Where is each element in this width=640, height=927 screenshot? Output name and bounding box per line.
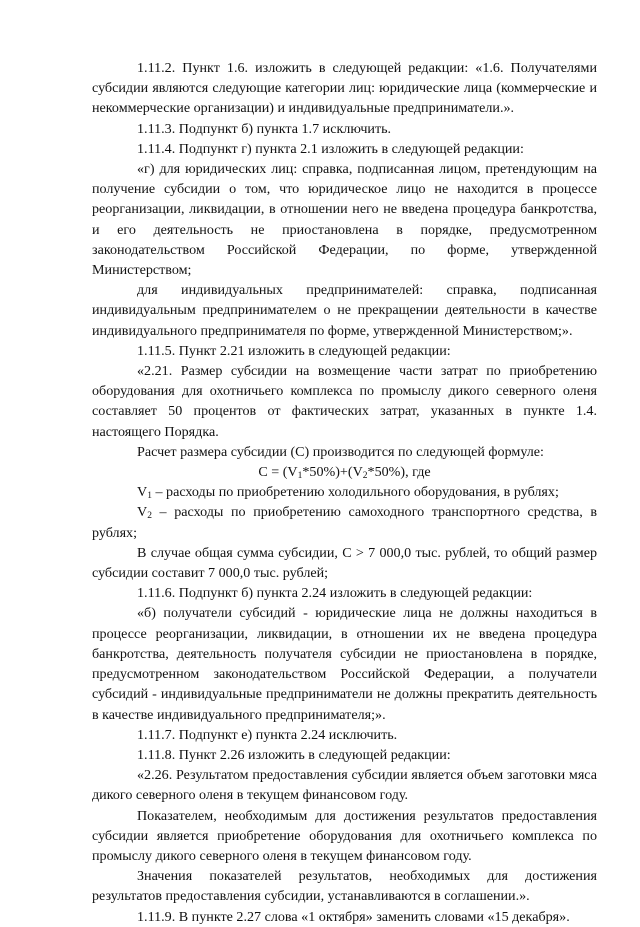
paragraph: 1.11.9. В пункте 2.27 слова «1 октября» заменить словами «15 декабря». — [137, 908, 570, 925]
variable-definition-v1 — [92, 482, 597, 502]
subsidy-formula — [92, 462, 597, 482]
variable-text: – расходы по приобретению холодильного оборудования, в рублях; — [151, 484, 559, 501]
formula-part: С = (V — [258, 464, 298, 481]
paragraph: «2.26. Результатом предоставления субсидии является объем заготовки мяса дикого северного оленя в текущем финансовом году. — [92, 767, 597, 804]
variable-definition-v2 — [92, 502, 597, 542]
paragraph: «2.21. Размер субсидии на возмещение части затрат по приобретению оборудования для охотничьего комплекса по промыслу дикого северного оленя составляет 50 процентов от фактических затрат, указанных в пункте 1.4. настоящего Порядка. — [92, 363, 597, 440]
paragraph: «б) получатели субсидий - юридические лица не должны находиться в процессе реорганизации, ликвидации, в отношении их не введена процедура банкротства, деятельность получателя субсидии не приостановлена в порядке, предусмотренном законодательством Российской Федерации, а получатели субсидий - индивидуальные предприниматели не должны прекратить деятельность в качестве индивидуального предпринимателя;». — [92, 605, 597, 723]
paragraph: 1.11.8. Пункт 2.26 изложить в следующей редакции: — [137, 746, 451, 763]
paragraph: 1.11.7. Подпункт е) пункта 2.24 исключить. — [137, 726, 398, 743]
paragraph: В случае общая сумма субсидии, С > 7 000,0 тыс. рублей, то общий размер субсидии составит 7 000,0 тыс. рублей; — [92, 544, 597, 582]
paragraph: Значения показателей результатов, необходимых для достижения результатов предоставления субсидии, устанавливаются в соглашении.». — [92, 868, 597, 905]
paragraph: 1.11.2. Пункт 1.6. изложить в следующей редакции: «1.6. Получателями субсидии являются следующие категории лиц: юридические лица (коммерческие и некоммерческие организации) и индивидуальные предприниматели.». — [92, 60, 597, 117]
variable-subscript: 1 — [147, 491, 152, 502]
paragraph: «г) для юридических лиц: справка, подписанная лицом, претендующим на получение субсидии о том, что юридическое лицо не находится в процессе реорганизации, ликвидации, в отношении него не введена процедура банкротства, и его деятельность не приостановлена в порядке, предусмотренном законодательством Российской Федерации, по форме, утвержденной Министерством; — [92, 161, 597, 279]
paragraph: 1.11.4. Подпункт г) пункта 2.1 изложить в следующей редакции: — [137, 140, 524, 157]
paragraph: Показателем, необходимым для достижения результатов предоставления субсидии является приобретение оборудования для охотничьего комплекса по промыслу дикого северного оленя в текущем финансовом году. — [92, 807, 597, 864]
paragraph: 1.11.5. Пункт 2.21 изложить в следующей редакции: — [137, 342, 451, 359]
paragraph: 1.11.3. Подпункт б) пункта 1.7 исключить. — [137, 120, 392, 137]
formula-subscript: 1 — [297, 471, 303, 482]
variable-symbol: V — [137, 484, 148, 501]
paragraph: 1.11.6. Подпункт б) пункта 2.24 изложить в следующей редакции: — [137, 585, 533, 602]
formula-subscript: 2 — [362, 471, 368, 482]
variable-text: – расходы по приобретению самоходного транспортного средства, в рублях; — [92, 504, 597, 541]
variable-symbol: V — [137, 504, 148, 521]
document-body — [92, 58, 597, 927]
formula-part: *50%), где — [367, 464, 431, 481]
formula-part: *50%)+(V — [302, 464, 363, 481]
paragraph: для индивидуальных предпринимателей: справка, подписанная индивидуальным предпринимателем о не прекращении деятельности в качестве индивидуального предпринимателя по форме, утвержденной Министерством;». — [92, 282, 597, 339]
paragraph: Расчет размера субсидии (С) производится по следующей формуле: — [137, 443, 544, 460]
variable-subscript: 2 — [147, 511, 152, 522]
